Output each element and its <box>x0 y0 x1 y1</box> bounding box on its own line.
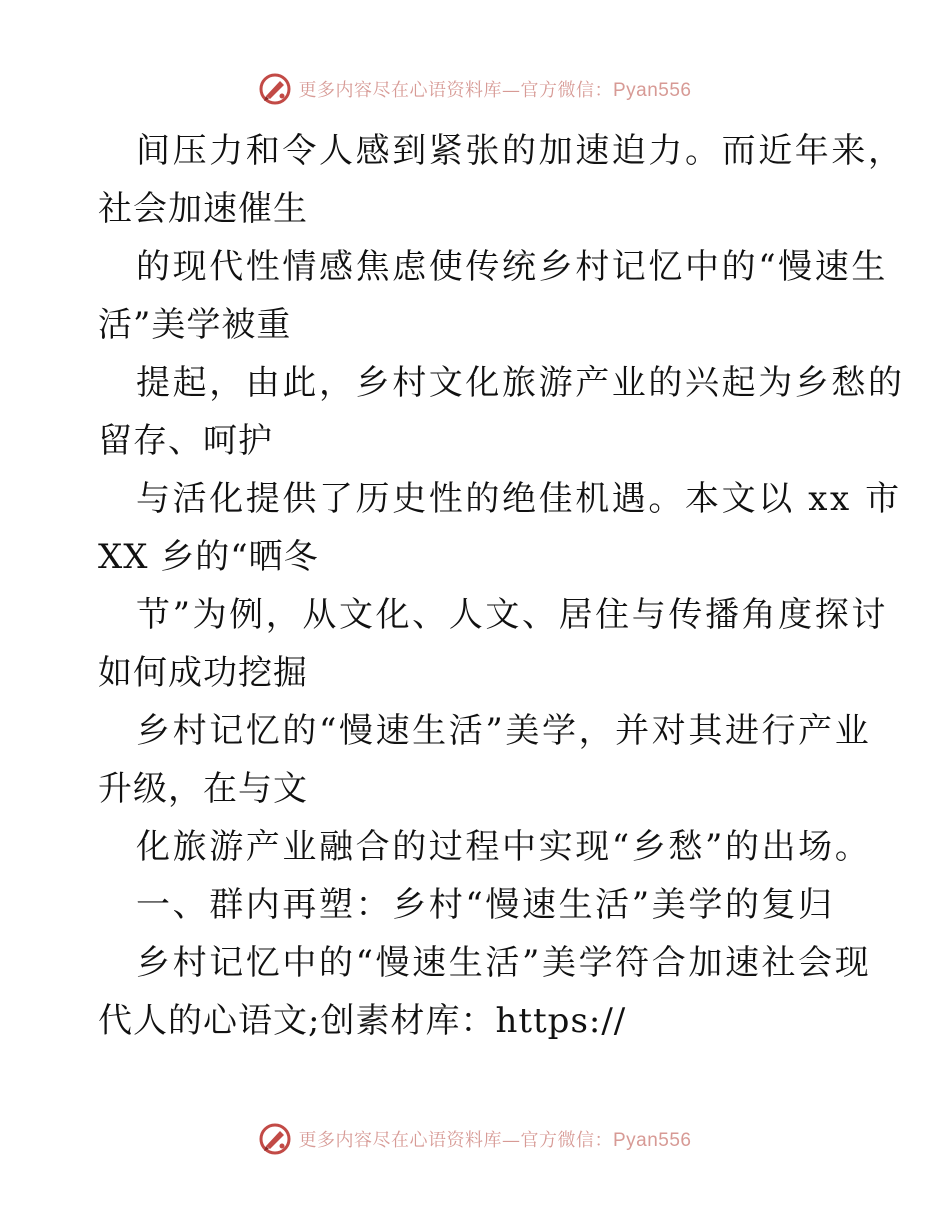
text-line: 提起，由此，乡村文化旅游产业的兴起为乡愁的 <box>136 363 905 403</box>
pen-in-circle-logo-icon <box>258 72 292 106</box>
text-line: 乡村记忆的“慢速生活”美学，并对其进行产业 <box>136 711 872 751</box>
text-line: 节”为例，从文化、人文、居住与传播角度探讨 <box>136 595 888 635</box>
text-line: 间压力和令人感到紧张的加速迫力。而近年来， <box>136 131 905 171</box>
section-heading: 一、群内再塑：乡村“慢速生活”美学的复归 <box>136 885 835 925</box>
text-line: 化旅游产业融合的过程中实现“乡愁”的出场。 <box>136 827 872 867</box>
body-text <box>98 122 905 1050</box>
header-watermark <box>0 72 950 106</box>
text-line: 与活化提供了历史性的绝佳机遇。本文以 xx 市 <box>136 479 902 519</box>
text-line: 留存、呵护 <box>98 421 273 461</box>
text-line: 代人的心语文;创素材库：https:// <box>98 1001 627 1041</box>
text-line: 乡村记忆中的“慢速生活”美学符合加速社会现 <box>136 943 872 983</box>
text-line: 的现代性情感焦虑使传统乡村记忆中的“慢速生 <box>136 247 888 287</box>
footer-watermark <box>0 1122 950 1156</box>
text-line: 社会加速催生 <box>98 189 308 229</box>
pen-in-circle-logo-icon <box>258 1122 292 1156</box>
text-line: 升级，在与文 <box>98 769 308 809</box>
text-line: XX 乡的“晒冬 <box>98 537 319 577</box>
text-line: 如何成功挖掘 <box>98 653 308 693</box>
text-line: 活”美学被重 <box>98 305 292 345</box>
header-watermark-text: 更多内容尽在心语资料库—官方微信：Pyan556 <box>298 80 692 101</box>
footer-watermark-text: 更多内容尽在心语资料库—官方微信：Pyan556 <box>298 1130 692 1151</box>
